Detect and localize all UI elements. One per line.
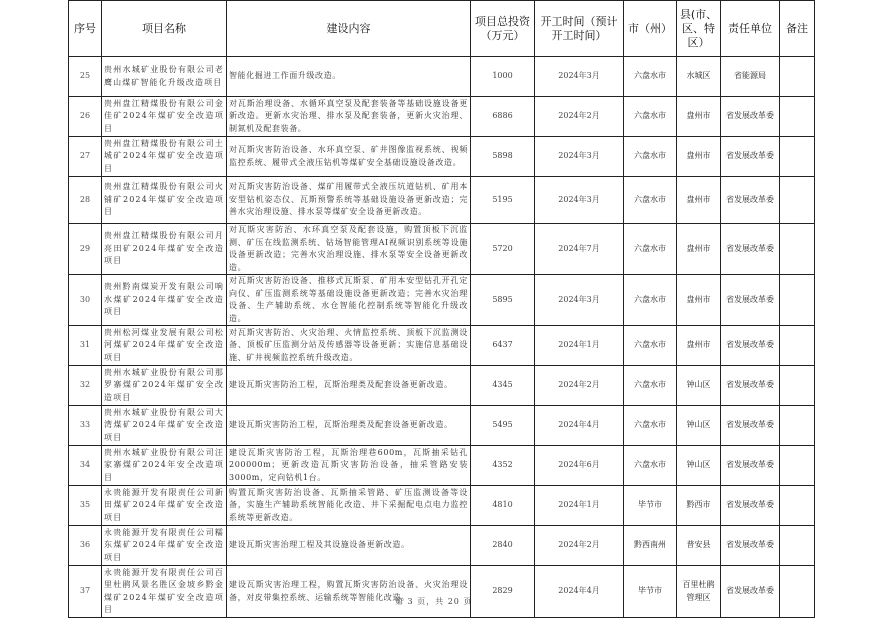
- cell-project-name: 贵州盘江精煤股份有限公司月亮田矿2024年煤矿安全改造项目: [102, 224, 227, 275]
- table-row: [69, 446, 815, 486]
- cell-investment: 5195: [471, 177, 535, 224]
- cell-county: 盘州市: [677, 177, 721, 224]
- table-row: [69, 486, 815, 526]
- cell-start-time: 2024年3月: [535, 275, 624, 326]
- cell-responsible: 省发展改革委: [721, 326, 780, 366]
- cell-remarks: [780, 486, 815, 526]
- cell-start-time: 2024年1月: [535, 326, 624, 366]
- cell-seq: 28: [69, 177, 102, 224]
- cell-responsible: 省发展改革委: [721, 486, 780, 526]
- cell-start-time: 2024年6月: [535, 446, 624, 486]
- cell-project-name: 永贵能源开发有限责任公司新田煤矿2024年煤矿安全改造项目: [102, 486, 227, 526]
- cell-investment: 4345: [471, 366, 535, 406]
- table-row: [69, 526, 815, 566]
- cell-city: 六盘水市: [624, 97, 677, 137]
- cell-content: 对瓦斯治理设备、水循环真空泵及配套装备等基础设施设备更新改造。更新水灾治理、排水泵及配套装备，更新火灾治理、制氮机及配套装备。: [227, 97, 471, 137]
- cell-start-time: 2024年3月: [535, 177, 624, 224]
- page-number: 第 3 页，共 20 页: [395, 597, 473, 606]
- cell-seq: 32: [69, 366, 102, 406]
- cell-responsible: 省发展改革委: [721, 97, 780, 137]
- cell-content: 建设瓦斯灾害治理工程及其设施设备更新改造。: [227, 526, 471, 566]
- cell-responsible: 省能源局: [721, 57, 780, 97]
- cell-investment: 4810: [471, 486, 535, 526]
- cell-responsible: 省发展改革委: [721, 526, 780, 566]
- cell-content: 对瓦斯灾害防治设备、水环真空泵、矿井图像监视系统、视频监控系统、履带式全液压钻机等煤矿安全基础设施设备改造。: [227, 137, 471, 177]
- cell-county: 钟山区: [677, 366, 721, 406]
- cell-investment: 5895: [471, 275, 535, 326]
- cell-city: 六盘水市: [624, 406, 677, 446]
- cell-remarks: [780, 446, 815, 486]
- cell-content: 建设瓦斯灾害防治工程，瓦斯治理类及配套设备更新改造。: [227, 366, 471, 406]
- cell-responsible: 省发展改革委: [721, 275, 780, 326]
- cell-county: 钟山区: [677, 446, 721, 486]
- cell-city: 六盘水市: [624, 275, 677, 326]
- cell-remarks: [780, 97, 815, 137]
- cell-project-name: 贵州松河煤业发展有限公司松河煤矿2024年煤矿安全改造项目: [102, 326, 227, 366]
- cell-seq: 27: [69, 137, 102, 177]
- cell-county: 黔西市: [677, 486, 721, 526]
- header-remarks: 备注: [780, 1, 815, 57]
- cell-content: 对瓦斯灾害防治、火灾治理、火情监控系统、顶板下沉监测设备、顶板矿压监测分站及传感器等设备更新；实施信息基础设施、矿井视频监控系统升级改造。: [227, 326, 471, 366]
- cell-content: 对瓦斯灾害防治设备、推移式瓦斯泵、矿用本安型钻孔开孔定向仪、矿压监测系统等基础设施设备更新改造；完善水灾治理设备、生产辅助系统、水仓智能化控制系统等智能化升级改造。: [227, 275, 471, 326]
- cell-start-time: 2024年3月: [535, 57, 624, 97]
- table-row: [69, 406, 815, 446]
- cell-county: 盘州市: [677, 97, 721, 137]
- cell-county: 盘州市: [677, 137, 721, 177]
- cell-city: 六盘水市: [624, 57, 677, 97]
- cell-remarks: [780, 406, 815, 446]
- cell-start-time: 2024年2月: [535, 526, 624, 566]
- cell-seq: 33: [69, 406, 102, 446]
- table-row: [69, 566, 815, 618]
- cell-start-time: 2024年7月: [535, 224, 624, 275]
- cell-city: 毕节市: [624, 486, 677, 526]
- cell-project-name: 贵州盘江精煤股份有限公司火铺矿2024年煤矿安全改造项目: [102, 177, 227, 224]
- cell-project-name: 永贵能源开发有限责任公司百里杜鹃风景名胜区金坡乡黔金煤矿2024年煤矿安全改造项目: [102, 566, 227, 618]
- cell-seq: 37: [69, 566, 102, 618]
- cell-responsible: 省发展改革委: [721, 366, 780, 406]
- cell-project-name: 贵州水城矿业股份有限公司老鹰山煤矿智能化升级改造项目: [102, 57, 227, 97]
- cell-content: 对瓦斯灾害防治、水环真空泵及配套设施，购置顶板下沉监测、矿压在线监测系统、钻场智能管理AI视频识别系统等设施设备更新改造；完善水灾治理设施、排水泵等安全设备更新改造。: [227, 224, 471, 275]
- cell-investment: 5720: [471, 224, 535, 275]
- cell-responsible: 省发展改革委: [721, 177, 780, 224]
- cell-remarks: [780, 57, 815, 97]
- cell-remarks: [780, 137, 815, 177]
- cell-seq: 25: [69, 57, 102, 97]
- cell-responsible: 省发展改革委: [721, 406, 780, 446]
- cell-start-time: 2024年1月: [535, 486, 624, 526]
- cell-investment: 4352: [471, 446, 535, 486]
- header-investment: 项目总投资（万元）: [471, 1, 535, 57]
- cell-project-name: 贵州黔南煤炭开发有限公司响水煤矿2024年煤矿安全改造项目: [102, 275, 227, 326]
- cell-county: 盘州市: [677, 275, 721, 326]
- cell-county: 百里杜鹃管理区: [677, 566, 721, 618]
- cell-start-time: 2024年3月: [535, 137, 624, 177]
- cell-city: 六盘水市: [624, 326, 677, 366]
- cell-investment: 6886: [471, 97, 535, 137]
- cell-content: 智能化掘进工作面升级改造。: [227, 57, 471, 97]
- cell-responsible: 省发展改革委: [721, 566, 780, 618]
- cell-remarks: [780, 366, 815, 406]
- cell-remarks: [780, 224, 815, 275]
- table-row: [69, 97, 815, 137]
- header-row: [69, 1, 815, 57]
- cell-project-name: 贵州水城矿业股份有限公司那罗寨煤矿2024年煤矿安全改造项目: [102, 366, 227, 406]
- project-table: [68, 0, 815, 618]
- cell-city: 六盘水市: [624, 177, 677, 224]
- cell-county: 水城区: [677, 57, 721, 97]
- cell-investment: 5495: [471, 406, 535, 446]
- cell-investment: 1000: [471, 57, 535, 97]
- table-row: [69, 137, 815, 177]
- cell-county: 盘州市: [677, 326, 721, 366]
- cell-investment: 5898: [471, 137, 535, 177]
- cell-city: 六盘水市: [624, 446, 677, 486]
- cell-county: 普安县: [677, 526, 721, 566]
- table-row: [69, 366, 815, 406]
- cell-start-time: 2024年2月: [535, 97, 624, 137]
- cell-remarks: [780, 177, 815, 224]
- cell-responsible: 省发展改革委: [721, 224, 780, 275]
- header-county: 县(市、区、特区）: [677, 1, 721, 57]
- header-start-time: 开工时间（预计开工时间）: [535, 1, 624, 57]
- table-row: [69, 275, 815, 326]
- cell-seq: 34: [69, 446, 102, 486]
- cell-content: 建设瓦斯灾害治理工程，购置瓦斯灾害防治设备、火灾治理设备，对皮带集控系统、运输系统等智能化改造。: [227, 566, 471, 618]
- header-content: 建设内容: [227, 1, 471, 57]
- table-row: [69, 326, 815, 366]
- cell-responsible: 省发展改革委: [721, 446, 780, 486]
- cell-county: 钟山区: [677, 406, 721, 446]
- cell-start-time: 2024年4月: [535, 566, 624, 618]
- cell-start-time: 2024年2月: [535, 366, 624, 406]
- table-row: [69, 177, 815, 224]
- table-row: [69, 224, 815, 275]
- cell-start-time: 2024年4月: [535, 406, 624, 446]
- cell-content: 建设瓦斯灾害防治工程，瓦斯治理类及配套设备更新改造。: [227, 406, 471, 446]
- cell-investment: 6437: [471, 326, 535, 366]
- cell-remarks: [780, 526, 815, 566]
- cell-content: 购置瓦斯灾害防治设备、瓦斯抽采管路、矿压监测设备等设备，实施生产辅助系统智能化改造、井下采掘配电点电力监控系统等更新改造。: [227, 486, 471, 526]
- cell-content: 对瓦斯灾害防治设备、煤矿用履带式全液压坑道钻机、矿用本安型钻机姿态仪、瓦斯预警系统等基础设施设备更新改造；完善水灾治理设施、排水泵等煤矿安全设备更新改造。: [227, 177, 471, 224]
- header-city: 市（州）: [624, 1, 677, 57]
- cell-city: 毕节市: [624, 566, 677, 618]
- cell-content: 建设瓦斯灾害防治工程，瓦斯治理巷600m，瓦斯抽采钻孔200000m；更新改造瓦斯灾害防治设备，抽采管路安装3000m，定向钻机1台。: [227, 446, 471, 486]
- cell-city: 六盘水市: [624, 137, 677, 177]
- cell-seq: 29: [69, 224, 102, 275]
- cell-remarks: [780, 566, 815, 618]
- header-name: 项目名称: [102, 1, 227, 57]
- cell-remarks: [780, 326, 815, 366]
- cell-project-name: 永贵能源开发有限责任公司糯东煤矿2024年煤矿安全改造项目: [102, 526, 227, 566]
- cell-city: 六盘水市: [624, 366, 677, 406]
- cell-seq: 26: [69, 97, 102, 137]
- cell-investment: 2829: [471, 566, 535, 618]
- cell-investment: 2840: [471, 526, 535, 566]
- header-responsible: 责任单位: [721, 1, 780, 57]
- cell-project-name: 贵州水城矿业股份有限公司汪家寨煤矿2024年安全改造项目: [102, 446, 227, 486]
- cell-county: 盘州市: [677, 224, 721, 275]
- cell-project-name: 贵州盘江精煤股份有限公司土城矿2024年煤矿安全改造项目: [102, 137, 227, 177]
- cell-seq: 36: [69, 526, 102, 566]
- cell-city: 六盘水市: [624, 224, 677, 275]
- cell-city: 黔西南州: [624, 526, 677, 566]
- cell-remarks: [780, 275, 815, 326]
- cell-seq: 31: [69, 326, 102, 366]
- cell-seq: 30: [69, 275, 102, 326]
- cell-project-name: 贵州水城矿业股份有限公司大湾煤矿2024年煤矿安全改造项目: [102, 406, 227, 446]
- cell-seq: 35: [69, 486, 102, 526]
- cell-project-name: 贵州盘江精煤股份有限公司金佳矿2024年煤矿安全改造项目: [102, 97, 227, 137]
- header-seq: 序号: [69, 1, 102, 57]
- table-row: [69, 57, 815, 97]
- cell-responsible: 省发展改革委: [721, 137, 780, 177]
